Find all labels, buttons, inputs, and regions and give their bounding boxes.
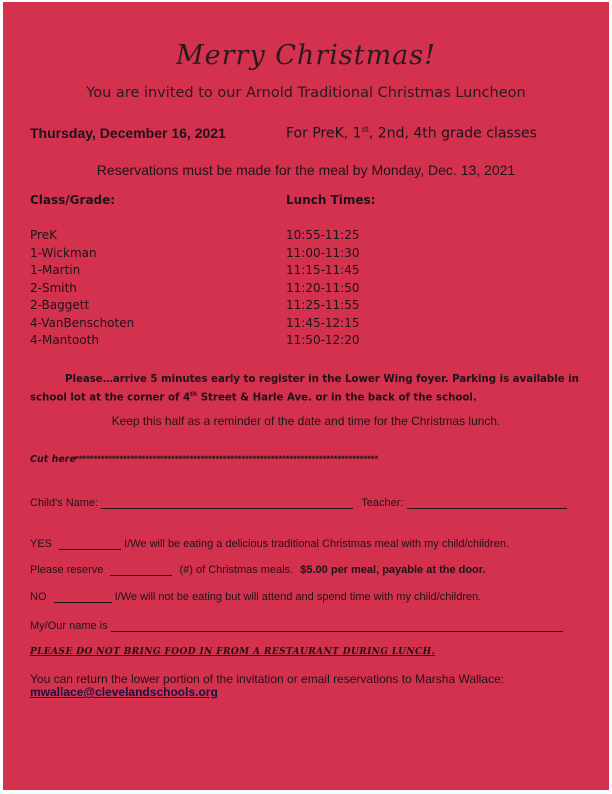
arrival-note-superscript: th — [190, 391, 198, 398]
yes-label: YES — [30, 538, 53, 550]
flyer-title: Merry Christmas! — [176, 40, 436, 71]
name-label: My/Our name is — [30, 620, 108, 632]
lunch-schedule — [30, 227, 430, 350]
cut-line: ********************************************************************************** — [75, 454, 379, 465]
restaurant-food-warning: PLEASE DO NOT BRING FOOD IN FROM A RESTAURANT DURING LUNCH. — [30, 647, 436, 657]
keep-reminder: Keep this half as a reminder of the date and time for the Christmas lunch. — [111, 414, 501, 428]
child-name-row — [30, 496, 567, 509]
lunch-time: 11:00-11:30 — [286, 245, 360, 260]
yes-text: I/We will be eating a delicious traditional Christmas meal with my child/children. — [124, 538, 510, 550]
grades-rest: , 2nd, 4th grade classes — [368, 125, 537, 142]
lunch-time: 11:15-11:45 — [286, 263, 360, 277]
class-name: 4-Mantooth — [30, 333, 99, 347]
reserve-row — [30, 563, 486, 576]
lunch-times-header: Lunch Times: — [286, 193, 376, 207]
reservation-deadline: Reservations must be made for the meal by Monday, Dec. 13, 2021 — [96, 162, 516, 178]
no-text: I/We will not be eating but will attend and spend time with my child/children. — [114, 591, 482, 603]
yes-row — [30, 537, 509, 550]
reserve-label: Please reserve — [30, 564, 104, 576]
name-field[interactable] — [111, 619, 563, 632]
class-name: 2-Smith — [30, 280, 77, 295]
teacher-field[interactable] — [407, 496, 567, 509]
lunch-time: 11:50-12:20 — [286, 333, 360, 347]
schedule-row — [30, 280, 430, 298]
grades-superscript: st — [361, 125, 369, 134]
class-name: 1-Wickman — [30, 245, 97, 260]
meal-count-field[interactable] — [110, 563, 172, 576]
contact-email-link[interactable]: mwallace@clevelandschools.org — [30, 685, 218, 699]
child-name-label: Child's Name: — [30, 497, 99, 509]
meal-price: $5.00 per meal, payable at the door. — [300, 564, 486, 576]
class-name: 2-Baggett — [30, 298, 90, 312]
schedule-row — [30, 227, 430, 245]
lunch-time: 11:25-11:55 — [286, 298, 360, 312]
class-name: 1-Martin — [30, 263, 81, 277]
return-instructions: You can return the lower portion of the invitation or email reservations to Marsha Wallace: — [30, 672, 505, 686]
no-row — [30, 590, 481, 603]
arrival-note — [30, 372, 590, 405]
schedule-row — [30, 315, 430, 333]
grade-classes — [286, 125, 537, 142]
arrival-note-text-end: Street & Harle Ave. or in the back of the school. — [197, 392, 477, 404]
child-name-field[interactable] — [101, 496, 353, 509]
teacher-label: Teacher: — [361, 497, 404, 509]
cut-here-label: Cut here — [30, 454, 76, 465]
invitation-line: You are invited to our Arnold Traditional Christmas Luncheon — [86, 85, 526, 101]
lunch-time: 10:55-11:25 — [286, 228, 360, 242]
event-date: Thursday, December 16, 2021 — [30, 125, 226, 141]
schedule-row — [30, 262, 430, 280]
class-name: PreK — [30, 228, 57, 242]
class-name: 4-VanBenschoten — [30, 315, 135, 330]
lunch-time: 11:20-11:50 — [286, 280, 360, 295]
yes-field[interactable] — [59, 537, 121, 550]
no-field[interactable] — [54, 590, 112, 603]
arrival-note-text: Please…arrive 5 minutes early to register in the Lower Wing foyer. Parking is available in school lot at the corner of 4 — [30, 374, 579, 404]
meal-count-text: (#) of Christmas meals. — [179, 564, 294, 576]
grades-prefix: For PreK, 1 — [286, 125, 362, 142]
lunch-time: 11:45-12:15 — [286, 315, 360, 330]
schedule-row — [30, 297, 430, 315]
name-row — [30, 619, 563, 632]
schedule-row — [30, 332, 430, 350]
class-grade-header: Class/Grade: — [30, 193, 116, 207]
schedule-row — [30, 245, 430, 263]
no-label: NO — [30, 591, 47, 603]
invitation-flyer — [3, 2, 609, 790]
